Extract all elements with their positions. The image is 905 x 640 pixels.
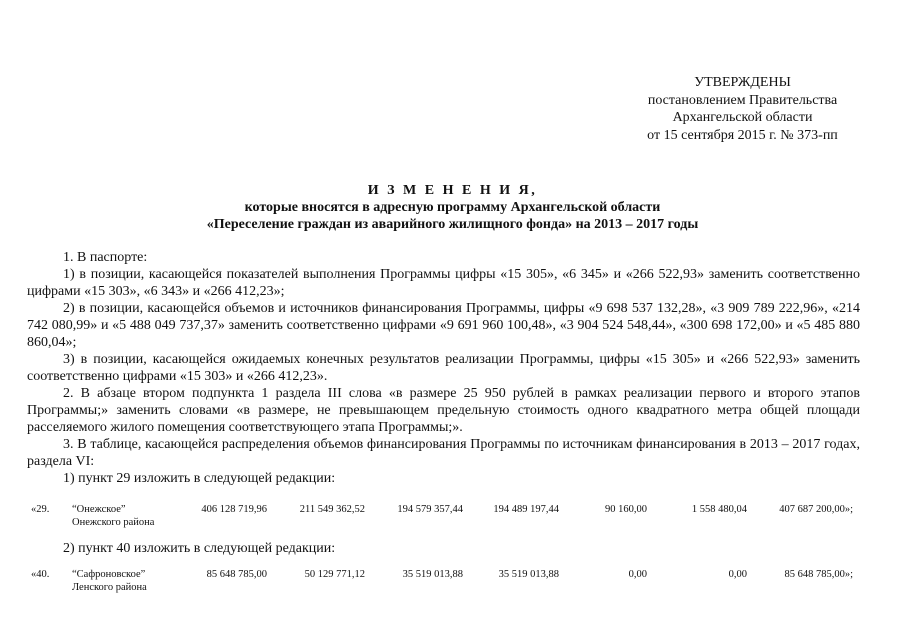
table-cell: 90 160,00 [605, 504, 647, 515]
table-cell: 407 687 200,00»; [779, 504, 853, 515]
table-cell: 194 489 197,44 [493, 504, 559, 515]
document-title [100, 182, 805, 233]
paragraph: 1) в позиции, касающейся показателей выполнения Программы цифры «15 305», «6 345» и «266 522,93» заменить соответственно цифрами «15 303», «6 343» и «266 412,23»; [27, 267, 860, 299]
paragraph: 2) пункт 40 изложить в следующей редакции: [63, 541, 336, 556]
table-cell: 1 558 480,04 [691, 504, 747, 515]
table-cell: 50 129 771,12 [304, 569, 365, 580]
table-cell: 35 519 013,88 [402, 569, 463, 580]
row-number: «40. [31, 569, 50, 580]
table-row-40 [27, 568, 860, 604]
paragraph: 2) в позиции, касающейся объемов и источников финансирования Программы, цифры «9 698 537 132,28», «3 909 789 222,96», «214 742 080,99» и «5 488 049 737,37» заменить соответственно цифрами «9 691 960 100,48», «3 904 524 548,44», «300 698 172,00» и «5 485 880 860,04»; [27, 301, 860, 350]
approval-stamp [600, 74, 885, 144]
approval-line-1: УТВЕРЖДЕНЫ [694, 75, 791, 90]
approval-line-3: Архангельской области [672, 110, 813, 125]
approval-line-4: от 15 сентября 2015 г. № 373-пп [647, 127, 838, 143]
table-cell: 85 648 785,00 [206, 569, 267, 580]
title-main: И З М Е Н Е Н И Я, [367, 183, 538, 198]
title-line-2: которые вносятся в адресную программу Архангельской области [244, 200, 661, 215]
row-name-line-1: “Сафроновское” [72, 569, 146, 580]
row-name [72, 568, 147, 594]
paragraph: 1) пункт 29 изложить в следующей редакции: [63, 471, 336, 486]
paragraph: 3) в позиции, касающейся ожидаемых конечных результатов реализации Программы, цифры «15 305» и «266 522,93» заменить соответственно цифрами «15 303» и «266 412,23». [27, 352, 860, 384]
approval-line-2: постановлением Правительства [647, 92, 838, 108]
table-cell: 0,00 [628, 569, 647, 580]
table-cell: 406 128 719,96 [201, 504, 267, 515]
table-row-29 [27, 503, 860, 539]
table-cell: 0,00 [728, 569, 747, 580]
row-name-line-2: Ленского района [72, 582, 147, 593]
table-cell: 85 648 785,00»; [784, 569, 853, 580]
table-cell: 35 519 013,88 [498, 569, 559, 580]
table-cell: 194 579 357,44 [397, 504, 463, 515]
paragraph: 3. В таблице, касающейся распределения объемов финансирования Программы по источникам финансирования в 2013 – 2017 годах, раздела VI: [27, 437, 860, 469]
paragraph: 2. В абзаце втором подпункта 1 раздела III слова «в размере 25 950 рублей в рамках реализации первого и второго этапов Программы;» заменить словами «в размере, не превышающем предельную стоимость одного квадратного метра общей площади расселяемого жилого помещения соответствующего этапа Программы;». [27, 386, 860, 435]
table-cell: 211 549 362,52 [299, 504, 365, 515]
title-line-3: «Переселение граждан из аварийного жилищного фонда» на 2013 – 2017 годы [206, 217, 699, 232]
row-name-line-2: Онежского района [72, 517, 155, 528]
row-name [72, 503, 154, 529]
row-number: «29. [31, 504, 50, 515]
paragraph: 1. В паспорте: [63, 250, 148, 265]
row-name-line-1: “Онежское” [72, 504, 126, 515]
document-body [27, 249, 860, 487]
